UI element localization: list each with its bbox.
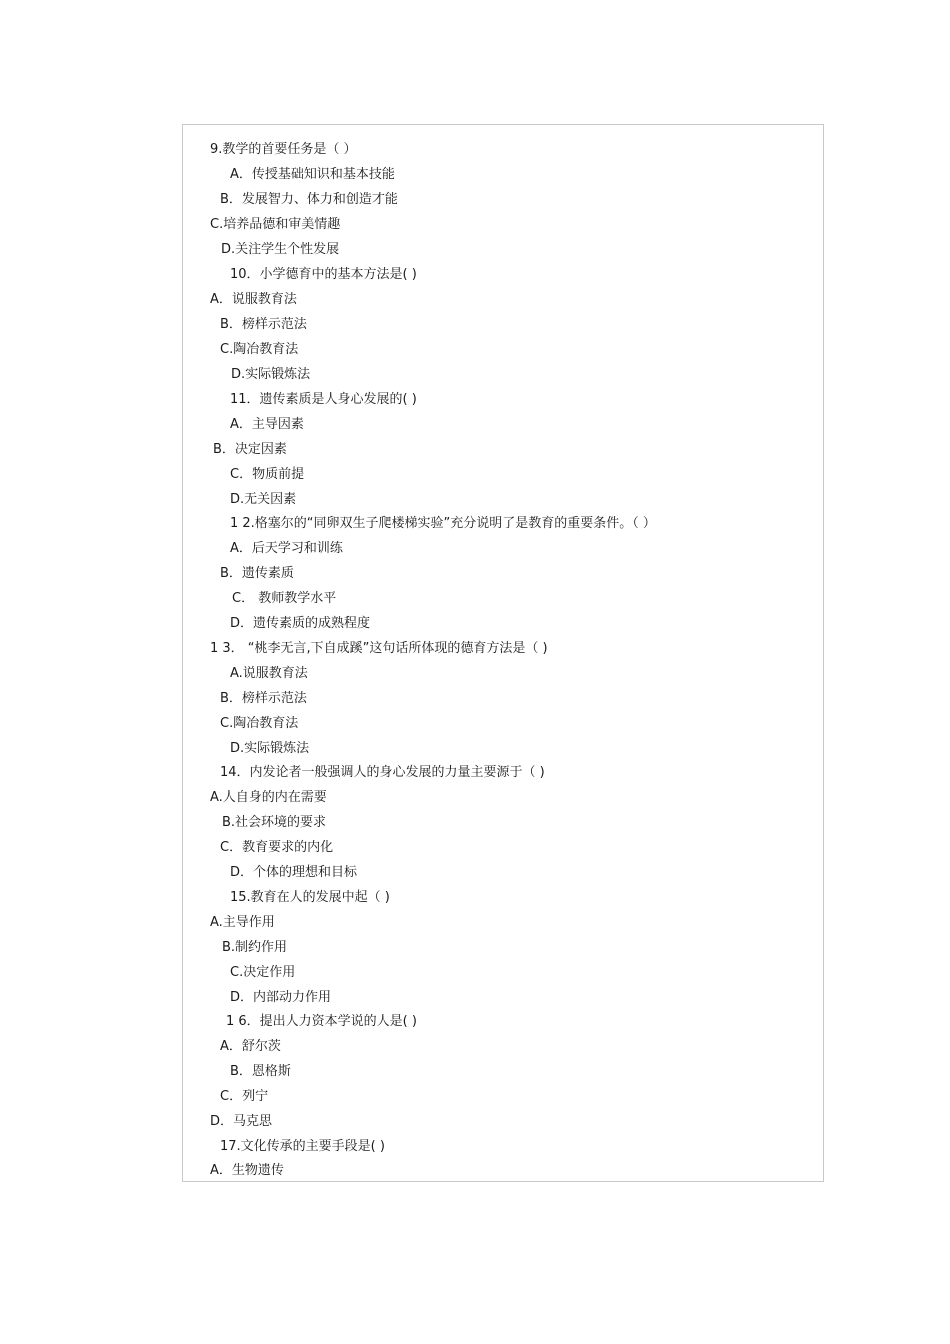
option-a: A．生物遗传 (210, 1163, 284, 1178)
option-d: D.关注学生个性发展 (221, 242, 340, 257)
question-14: 14．内发论者一般强调人的身心发展的力量主要源于（ ) (220, 765, 545, 780)
option-a: A．舒尔茨 (220, 1039, 281, 1054)
option-a: A．说服教育法 (210, 292, 297, 307)
option-d: D.无关因素 (230, 492, 297, 507)
option-d: D.实际锻炼法 (230, 741, 310, 756)
option-d: D．遗传素质的成熟程度 (230, 616, 371, 631)
question-15: 15.教育在人的发展中起（ ) (230, 890, 390, 905)
option-a: A.主导作用 (210, 915, 275, 930)
option-b: B．榜样示范法 (220, 691, 307, 706)
option-c: C．教育要求的内化 (220, 840, 334, 855)
option-c: C.陶冶教育法 (220, 342, 299, 357)
option-d: D．马克思 (210, 1114, 273, 1129)
option-a: A．后天学习和训练 (230, 541, 343, 556)
option-b: B．发展智力、体力和创造才能 (220, 192, 398, 207)
option-c: C.培养品德和审美情趣 (210, 217, 341, 232)
option-a: A．主导因素 (230, 417, 304, 432)
option-c: C.陶冶教育法 (220, 716, 299, 731)
question-11: 11．遗传素质是人身心发展的( ) (230, 392, 417, 407)
question-10: 10．小学德育中的基本方法是( ) (230, 267, 417, 282)
question-12: 1 2.格塞尔的“同卵双生子爬楼梯实验”充分说明了是教育的重要条件。（ ） (230, 516, 656, 531)
option-a: A.说服教育法 (230, 666, 308, 681)
option-c: C．物质前提 (230, 467, 305, 482)
option-a: A.人自身的内在需要 (210, 790, 327, 805)
option-c: C． 教师教学水平 (232, 591, 337, 606)
question-16: 1 6．提出人力资本学说的人是( ) (226, 1014, 417, 1029)
question-17: 17.文化传承的主要手段是( ) (220, 1139, 385, 1154)
question-9: 9.教学的首要任务是（ ） (210, 142, 357, 157)
option-b: B．恩格斯 (230, 1064, 291, 1079)
option-a: A．传授基础知识和基本技能 (230, 167, 395, 182)
option-b: B．榜样示范法 (220, 317, 307, 332)
option-b: B.社会环境的要求 (222, 815, 327, 830)
option-c: C.决定作用 (230, 965, 296, 980)
option-b: B．决定因素 (213, 442, 287, 457)
question-13: 1 3． “桃李无言,下自成蹊”这句话所体现的德育方法是（ ) (210, 641, 548, 656)
option-b: B．遗传素质 (220, 566, 294, 581)
option-c: C．列宁 (220, 1089, 269, 1104)
option-b: B.制约作用 (222, 940, 288, 955)
option-d: D.实际锻炼法 (231, 367, 311, 382)
option-d: D．个体的理想和目标 (230, 865, 358, 880)
option-d: D．内部动力作用 (230, 990, 332, 1005)
